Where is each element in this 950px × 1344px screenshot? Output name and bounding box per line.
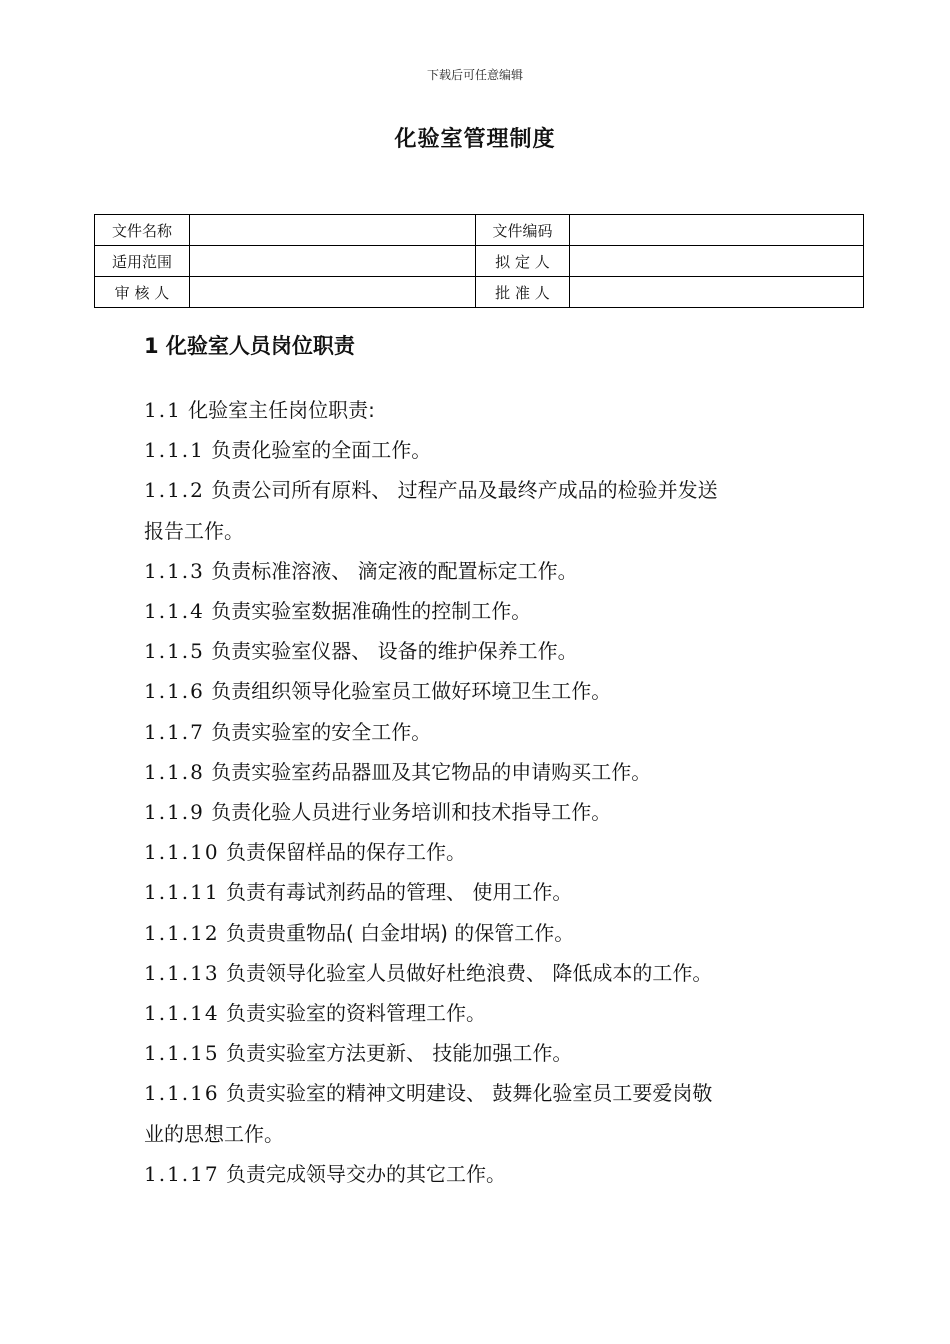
item-text: 负责公司所有原料、 过程产品及最终产成品的检验并发送	[211, 478, 718, 503]
list-item	[144, 953, 824, 993]
value-file-name	[189, 215, 475, 246]
item-text: 负责有毒试剂药品的管理、 使用工作。	[225, 880, 573, 905]
item-text: 负责组织领导化验室员工做好环境卫生工作。	[211, 679, 612, 704]
item-number: 1.1.13	[144, 960, 220, 985]
item-number: 1.1.14	[144, 1001, 220, 1026]
item-text: 负责化验人员进行业务培训和技术指导工作。	[211, 800, 612, 825]
item-number: 1.1.1	[144, 438, 205, 463]
item-number: 1.1.15	[144, 1041, 220, 1066]
item-text: 负责实验室的安全工作。	[211, 719, 432, 744]
item-text: 负责标准溶液、 滴定液的配置标定工作。	[211, 558, 578, 583]
item-number: 1.1.3	[144, 558, 205, 583]
list-item	[144, 430, 824, 470]
item-text: 负责实验室方法更新、 技能加强工作。	[225, 1041, 573, 1066]
list-item	[144, 792, 824, 832]
item-number: 1.1.9	[144, 800, 205, 825]
table-row	[95, 277, 864, 308]
value-scope	[189, 246, 475, 277]
list-item	[144, 993, 824, 1033]
item-text: 负责贵重物品( 白金坩埚) 的保管工作。	[225, 920, 575, 945]
list-item	[144, 832, 824, 872]
item-number: 1.1.10	[144, 840, 220, 865]
list-item	[144, 913, 824, 953]
item-number: 1.1.8	[144, 759, 205, 784]
list-item	[144, 872, 824, 912]
item-number: 1.1.11	[144, 880, 220, 905]
item-text: 负责实验室仪器、 设备的维护保养工作。	[211, 639, 578, 664]
item-number: 1.1.7	[144, 719, 205, 744]
label-reviewer: 审 核 人	[95, 277, 190, 308]
list-item	[144, 1033, 824, 1073]
header-note: 下载后可任意编辑	[426, 68, 523, 82]
item-number: 1.1.16	[144, 1081, 220, 1106]
label-file-name: 文件名称	[95, 215, 190, 246]
item-number: 1.1.4	[144, 599, 205, 624]
page-title: 化验室管理制度	[394, 127, 556, 152]
item-number: 1.1.12	[144, 920, 220, 945]
item-text: 负责完成领导交办的其它工作。	[225, 1161, 506, 1186]
section-heading: 1 化验室人员岗位职责	[144, 334, 355, 358]
list-item	[144, 631, 824, 671]
item-text: 负责实验室药品器皿及其它物品的申请购买工作。	[211, 759, 652, 784]
item-text: 负责领导化验室人员做好杜绝浪费、 降低成本的工作。	[225, 960, 713, 985]
item-number: 1.1.5	[144, 639, 205, 664]
list-item	[144, 712, 824, 752]
label-file-code: 文件编码	[475, 215, 570, 246]
value-approver	[570, 277, 864, 308]
list-item	[144, 671, 824, 711]
item-number: 1.1.17	[144, 1161, 220, 1186]
item-text: 负责化验室的全面工作。	[211, 438, 432, 463]
item-number: 1.1.6	[144, 679, 205, 704]
value-drafter	[570, 246, 864, 277]
duty-list	[144, 430, 824, 1194]
value-file-code	[570, 215, 864, 246]
section-body	[144, 390, 824, 1194]
subheading-number: 1.1	[144, 398, 182, 422]
item-text: 负责实验室的资料管理工作。	[225, 1001, 486, 1026]
table-row	[95, 246, 864, 277]
list-item	[144, 470, 824, 510]
list-item	[144, 591, 824, 631]
label-scope: 适用范围	[95, 246, 190, 277]
item-text-continuation: 报告工作。	[144, 518, 244, 543]
item-text: 负责实验室数据准确性的控制工作。	[211, 599, 532, 624]
label-drafter: 拟 定 人	[475, 246, 570, 277]
list-item	[144, 1073, 824, 1113]
list-item	[144, 1154, 824, 1194]
subheading	[144, 390, 824, 430]
item-text: 负责实验室的精神文明建设、 鼓舞化验室员工要爱岗敬	[225, 1081, 713, 1106]
list-item	[144, 752, 824, 792]
item-number: 1.1.2	[144, 478, 205, 503]
list-item	[144, 551, 824, 591]
label-approver: 批 准 人	[475, 277, 570, 308]
value-reviewer	[189, 277, 475, 308]
subheading-text: 化验室主任岗位职责:	[188, 398, 375, 422]
table-row	[95, 215, 864, 246]
document-info-table	[94, 214, 864, 308]
item-text: 负责保留样品的保存工作。	[225, 840, 466, 865]
item-text-continuation: 业的思想工作。	[144, 1121, 284, 1146]
